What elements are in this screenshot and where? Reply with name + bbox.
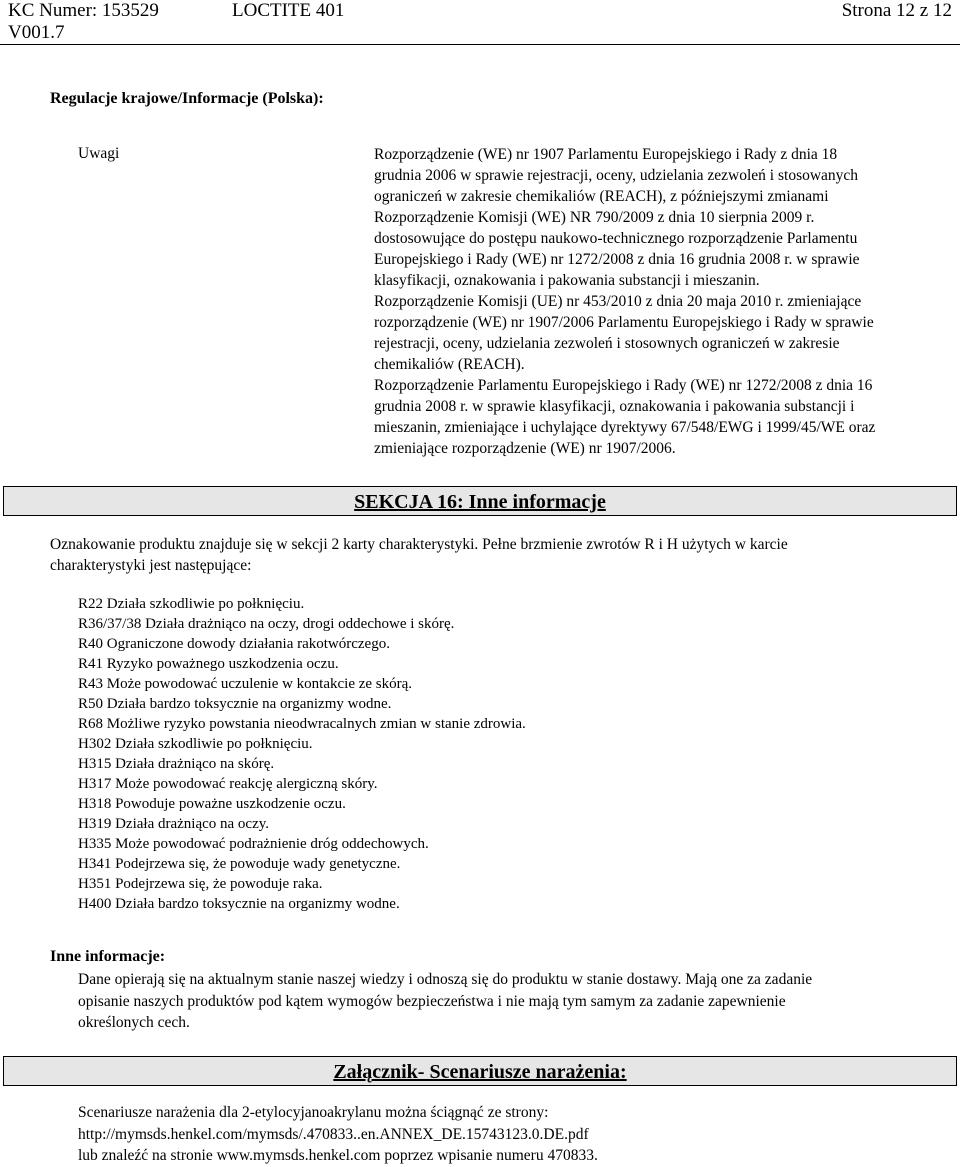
annex-banner — [3, 1056, 957, 1086]
hazard-phrase: H318 Powoduje poważne uszkodzenie oczu. — [78, 796, 346, 812]
hazard-phrase: H341 Podejrzewa się, że powoduje wady genetyczne. — [78, 856, 401, 872]
annex-text — [78, 1102, 598, 1167]
hazard-phrase: H315 Działa drażniąco na skórę. — [78, 756, 275, 772]
regulation-line: grudnia 2006 w sprawie rejestracji, oceny, udzielania zezwoleń i stosowanych — [374, 167, 859, 184]
hazard-phrase: R22 Działa szkodliwie po połknięciu. — [78, 596, 305, 612]
other-info-line: określonych cech. — [78, 1014, 190, 1031]
regulation-line: chemikaliów (REACH). — [374, 356, 525, 373]
section-16-banner — [3, 486, 957, 516]
page-number: Strona 12 z 12 — [841, 0, 952, 21]
hazard-phrase: H302 Działa szkodliwie po połknięciu. — [78, 736, 313, 752]
hazard-phrase: H351 Podejrzewa się, że powoduje raka. — [78, 876, 323, 892]
section-16-title: SEKCJA 16: Inne informacje — [354, 491, 606, 513]
annex-line: http://mymsds.henkel.com/mymsds/.470833..en.ANNEX_DE.15743123.0.DE.pdf — [78, 1125, 589, 1143]
section-16-intro-line-2: charakterystyki jest następujące: — [50, 557, 252, 574]
regulation-line: Rozporządzenie (WE) nr 1907 Parlamentu Europejskiego i Rady z dnia 18 — [374, 146, 838, 163]
hazard-phrase: R41 Ryzyko poważnego uszkodzenia oczu. — [78, 656, 339, 672]
other-info-line: Dane opierają się na aktualnym stanie naszej wiedzy i odnoszą się do produktu w stanie dostawy. Mają one za zadanie — [78, 971, 813, 988]
regulation-line: grudnia 2008 r. w sprawie klasyfikacji, oznakowania i pakowania substancji i — [374, 398, 855, 415]
regulation-line: ograniczeń w zakresie chemikaliów (REACH), z późniejszymi zmianami — [374, 188, 829, 205]
regulation-line: zmieniające rozporządzenie (WE) nr 1907/2006. — [374, 440, 676, 457]
hazard-phrase: R40 Ograniczone dowody działania rakotwórczego. — [78, 636, 390, 652]
regulation-line: Europejskiego i Rady (WE) nr 1272/2008 z dnia 16 grudnia 2008 r. w sprawie — [374, 251, 860, 268]
version-number: V001.7 — [8, 22, 65, 43]
phrase-list — [78, 594, 526, 914]
header-divider — [0, 44, 960, 45]
hazard-phrase: R36/37/38 Działa drażniąco na oczy, drogi oddechowe i skórę. — [78, 616, 455, 632]
annex-line: Scenariusze narażenia dla 2-etylocyjanoakrylanu można ściągnąć ze strony: — [78, 1104, 549, 1121]
regulation-line: rozporządzenie (WE) nr 1907/2006 Parlamentu Europejskiego i Rady w sprawie — [374, 314, 874, 331]
hazard-phrase: H400 Działa bardzo toksycznie na organizmy wodne. — [78, 896, 400, 912]
regulation-line: mieszanin, zmieniające i uchylające dyrektywy 67/548/EWG i 1999/45/WE oraz — [374, 419, 876, 436]
kc-number: KC Numer: 153529 — [8, 0, 159, 21]
other-info-text — [78, 969, 812, 1034]
product-name: LOCTITE 401 — [232, 0, 345, 21]
hazard-phrase: R43 Może powodować uczulenie w kontakcie ze skórą. — [78, 676, 413, 692]
section-16-intro-line-1: Oznakowanie produktu znajduje się w sekcji 2 karty charakterystyki. Pełne brzmienie zwrotów R i H użytych w karcie — [50, 536, 788, 553]
other-info-line: opisanie naszych produktów pod kątem wymogów bezpieczeństwa i nie mają tym samym za zadanie zapewnienie — [78, 992, 786, 1010]
regulation-line: Rozporządzenie Parlamentu Europejskiego i Rady (WE) nr 1272/2008 z dnia 16 — [374, 377, 873, 394]
annex-line: lub znaleźć na stronie www.mymsds.henkel.com poprzez wpisanie numeru 470833. — [78, 1147, 598, 1164]
regulation-line: Rozporządzenie Komisji (WE) NR 790/2009 z dnia 10 sierpnia 2009 r. — [374, 209, 815, 226]
regulations-title: Regulacje krajowe/Informacje (Polska): — [50, 90, 324, 107]
regulation-line: dostosowujące do postępu naukowo-technicznego rozporządzenie Parlamentu — [374, 230, 858, 247]
hazard-phrase: H317 Może powodować reakcję alergiczną skóry. — [78, 776, 378, 792]
hazard-phrase: H335 Może powodować podrażnienie dróg oddechowych. — [78, 836, 429, 852]
annex-title: Załącznik- Scenariusze narażenia: — [333, 1061, 627, 1083]
regulations-text — [374, 144, 875, 459]
hazard-phrase: R68 Możliwe ryzyko powstania nieodwracalnych zmian w stanie zdrowia. — [78, 716, 526, 732]
hazard-phrase: R50 Działa bardzo toksycznie na organizmy wodne. — [78, 696, 392, 712]
regulation-line: rejestracji, oceny, udzielania zezwoleń i stosownych ograniczeń w zakresie — [374, 335, 840, 352]
regulation-line: klasyfikacji, oznakowania i pakowania substancji i mieszanin. — [374, 272, 760, 289]
other-info-label: Inne informacje: — [50, 948, 166, 965]
regulation-line: Rozporządzenie Komisji (UE) nr 453/2010 z dnia 20 maja 2010 r. zmieniające — [374, 293, 862, 310]
hazard-phrase: H319 Działa drażniąco na oczy. — [78, 816, 270, 832]
remarks-label: Uwagi — [78, 145, 120, 162]
